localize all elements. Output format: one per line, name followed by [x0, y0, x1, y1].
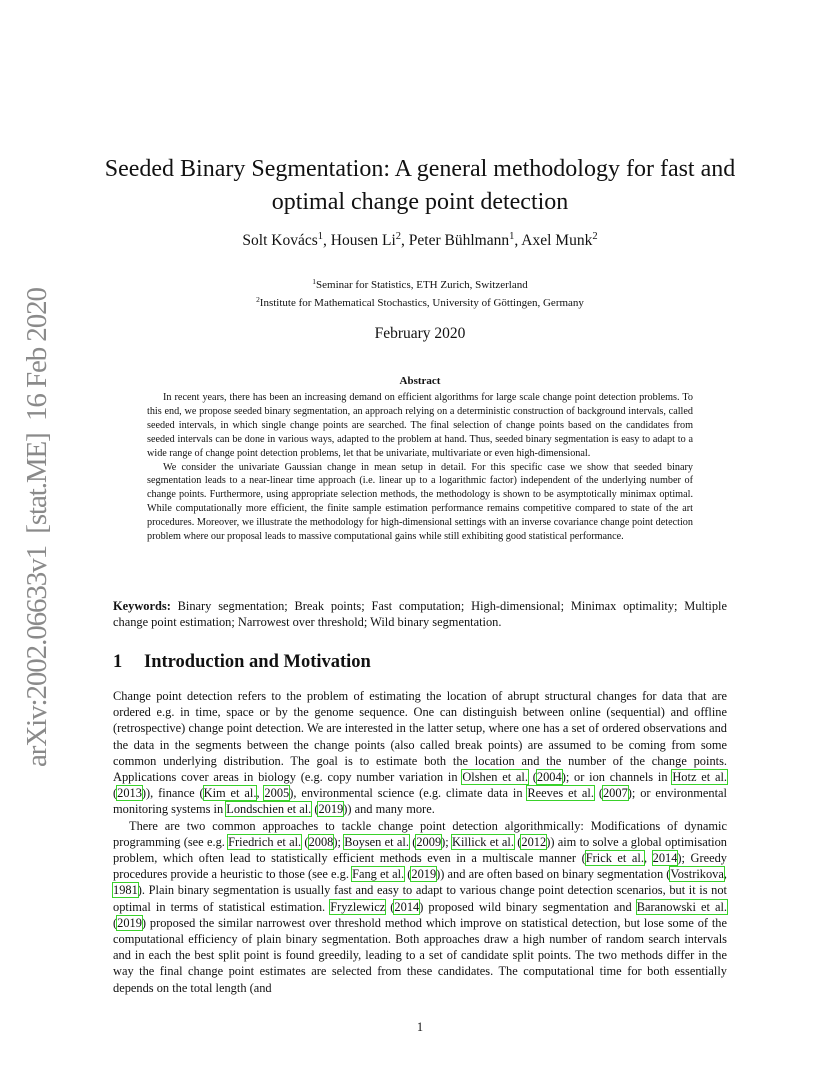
abstract-heading: Abstract	[399, 375, 441, 387]
citation-link[interactable]: 2019	[117, 915, 142, 930]
citation-link[interactable]: Kim et al.	[203, 786, 257, 801]
author-name: Solt Kovács	[242, 232, 318, 249]
citation-link[interactable]: 2005	[264, 786, 290, 801]
author-name: Housen Li	[330, 232, 396, 249]
citation-link[interactable]: Killick et al.	[452, 834, 514, 849]
citation-link[interactable]: 2014	[394, 899, 420, 914]
body-text-run: ,	[723, 867, 727, 882]
paper-title: Seeded Binary Segmentation: A general methodology for fast and optimal change point detection	[104, 156, 736, 215]
arxiv-id-text: arXiv:2002.06633v1 [stat.ME] 16 Feb 2020	[21, 287, 53, 767]
affiliation-text: Institute for Mathematical Stochastics, University of Göttingen, Germany	[259, 297, 584, 309]
body-text-run: (	[301, 834, 309, 849]
body-text-run: );	[333, 834, 345, 849]
publication-date: February 2020	[374, 325, 466, 342]
citation-link[interactable]: 2004	[536, 770, 562, 785]
citation-link[interactable]: 2008	[308, 834, 334, 849]
body-text-run: ); Greedy procedures provide a heuristic to those (see e.g.	[113, 851, 727, 882]
body-text-run: );	[441, 834, 452, 849]
affiliation-mark: 2	[256, 294, 260, 304]
author-affiliation-mark: 1	[317, 231, 324, 243]
body-text-run: (	[593, 786, 603, 801]
citation-link[interactable]: 2007	[602, 786, 628, 801]
citation-link[interactable]: Baranowski et al.	[636, 899, 727, 914]
page-number: 1	[416, 1020, 424, 1034]
author-affiliation-mark: 2	[395, 231, 402, 243]
keywords	[113, 598, 727, 630]
citation-link[interactable]: Hotz et al.	[672, 770, 728, 785]
section-heading	[113, 652, 727, 673]
body-text-run: There are two common approaches to tackle change point detection algorithmically: Modifications of dynamic programming (see e.g.	[113, 818, 727, 849]
citation-link[interactable]: 2009	[416, 834, 442, 849]
citation-link[interactable]: Reeves et al.	[527, 786, 594, 801]
abstract-paragraph: In recent years, there has been an increasing demand on efficient algorithms for large scale change point detection problems. To this end, we propose seeded binary segmentation, an approach relying on a deterministic construction of background intervals, called seeded intervals, in which single change points are searched. The final selection of change points based on the candidates from seeded intervals can be done in various ways, adapted to the problem at hand. Thus, seeded binary segmentation is easy to adapt to a wide range of change point detection problems, let that be univariate, multivariate or even high-dimensional.	[147, 392, 693, 459]
affiliation-line	[100, 276, 740, 291]
body-text-run: ,	[256, 786, 265, 801]
keywords-text: Binary segmentation; Break points; Fast computation; High-dimensional; Minimax optimality; Multiple change point estimation; Narrowest over threshold; Wild binary segmentation.	[113, 599, 727, 629]
citation-link[interactable]: 2012	[521, 834, 547, 849]
citation-link[interactable]: Olshen et al.	[462, 770, 528, 785]
author-name: Axel Munk	[521, 232, 593, 249]
citation-link[interactable]: 2014	[652, 851, 678, 866]
citation-link[interactable]: Frick et al.	[585, 851, 644, 866]
author-affiliation-mark: 2	[592, 231, 598, 243]
body-text-run: )) aim to solve a global optimisation problem, which often lead to statistically efficient methods even in a multiscale manner (	[113, 834, 727, 866]
body-text-run: (	[311, 802, 319, 817]
citation-link[interactable]: Vostrikova	[670, 867, 724, 882]
body-text-run: ) proposed wild binary segmentation and	[419, 899, 637, 914]
body-text-run: ), environmental science (e.g. climate data in	[289, 786, 528, 801]
citation-link[interactable]: Fang et al.	[352, 867, 405, 882]
author-affiliation-mark: 1	[509, 231, 515, 243]
citation-link[interactable]: 2013	[117, 786, 142, 801]
abstract-body	[147, 391, 693, 544]
citation-link[interactable]: 1981	[113, 883, 138, 898]
body-text-run: (	[113, 786, 118, 801]
citation-link[interactable]: Londschien et al.	[226, 802, 312, 817]
body-text-run: )) and many more.	[343, 802, 435, 817]
body-text-run: (	[513, 834, 522, 849]
citation-link[interactable]: 2019	[318, 802, 344, 817]
body-paragraph	[113, 818, 727, 996]
body-text-run: (	[113, 915, 118, 930]
citation-link[interactable]: Fryzlewicz	[330, 899, 386, 914]
body-text-run: ). Plain binary segmentation is usually fast and easy to adapt to various change point detection scenarios, but it is not optimal in terms of statistical estimation.	[113, 883, 727, 914]
affiliation-line	[100, 294, 740, 309]
citation-link[interactable]: Friedrich et al.	[228, 834, 302, 849]
body-text-run: ) proposed the similar narrowest over threshold method which improve on statistical detection, but lose some of the computational efficiency of plain binary segmentation. Both approaches draw a high number of random search intervals and in each the best split point is found greedily, leading to a set of candidate split points. The two methods differ in the way the final change point estimates are selected from these candidates. The computational time for both essentially depends on the total length (and	[113, 915, 727, 995]
body-text-run: )) and are often based on binary segmentation (	[436, 867, 671, 882]
body-text-run: (	[385, 899, 395, 914]
affiliation-text: Seminar for Statistics, ETH Zurich, Switzerland	[316, 279, 528, 291]
keywords-label: Keywords:	[113, 599, 171, 613]
citation-link[interactable]: 2019	[411, 867, 437, 882]
body-text-run: ); or environmental monitoring systems in	[113, 786, 727, 817]
body-paragraph	[113, 688, 727, 818]
arxiv-stamp-svg	[12, 282, 58, 772]
body-text-run: )), finance (	[141, 786, 204, 801]
body-text-run: (	[408, 834, 417, 849]
author-list: Solt Kovács$^1$, Housen Li$^2$, Peter Bühlmann$^1$, Axel Munk$^2$	[242, 231, 598, 249]
body-text-run: (	[404, 867, 412, 882]
section-number: 1	[113, 652, 123, 672]
body-text-run: ,	[643, 851, 653, 866]
citation-link[interactable]: Boysen et al.	[344, 834, 409, 849]
affiliation-mark: 1	[312, 276, 317, 286]
body-text-run: (	[527, 770, 537, 785]
author-name: Peter Bühlmann	[408, 232, 510, 249]
body-text-run: ); or ion channels in	[561, 770, 673, 785]
abstract-paragraph: We consider the univariate Gaussian change in mean setup in detail. For this specific case we show that seeded binary segmentation leads to a near-linear time approach (i.e. linear up to a logarithmic factor) independent of the underlying number of change points. Furthermore, using appropriate selection methods, the methodology is shown to be asymptotically minimax optimal. While computationally more efficient, the finite sample estimation performance remains competitive compared to state of the art procedures. Moreover, we illustrate the methodology for high-dimensional settings with an inverse covariance change point detection problem where our proposal leads to massive computational gains while still exhibiting good statistical performance.	[147, 461, 693, 543]
section-body	[113, 688, 727, 996]
arxiv-identifier-stamp	[12, 282, 58, 772]
body-text-run: Change point detection refers to the problem of estimating the location of abrupt structural changes for data that are ordered e.g. in time, space or by the genome sequence. One can distinguish between online (sequential) and offline (retrospective) change point detection. We are interested in the latter setup, where one has a set of ordered observations and the data in the segments between the change points (also called break points) are assumed to be coming from some common underlying distribution. The goal is to estimate both the location and the number of the change points. Applications cover areas in biology (e.g. copy number variation in	[113, 689, 727, 785]
section-title: Introduction and Motivation	[144, 652, 371, 672]
